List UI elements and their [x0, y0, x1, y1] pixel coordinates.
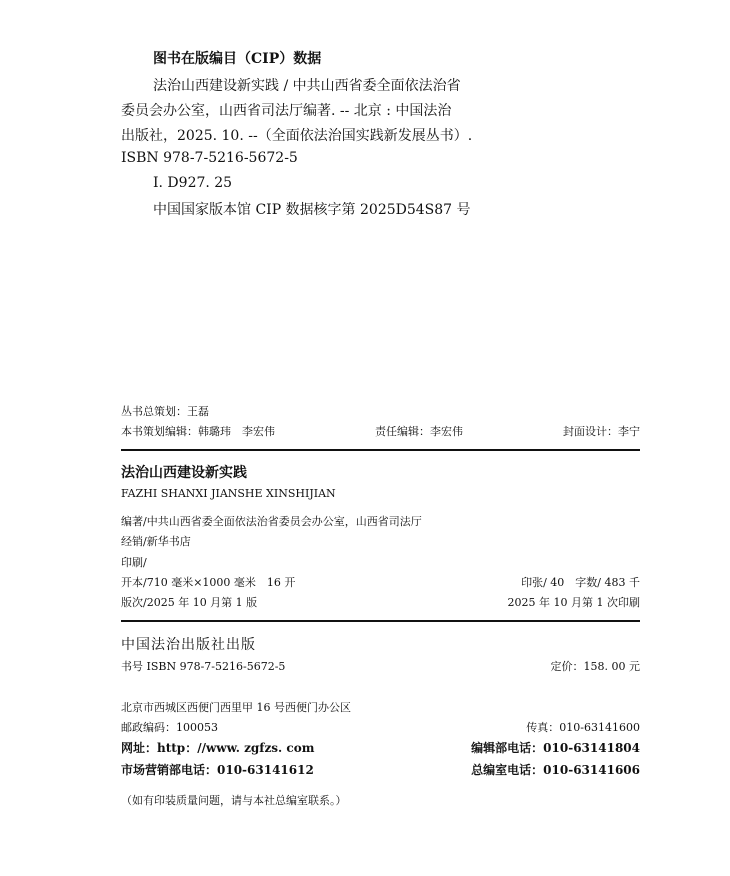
chief-editor-phone: 总编室电话：010-63141606 — [471, 763, 640, 777]
book-format: 开本/710 毫米×1000 毫米 16 开 — [121, 576, 296, 589]
website: 网址：http：//www. zgfzs. com — [121, 741, 315, 755]
postcode: 邮政编码：100053 — [121, 721, 218, 734]
cip-line-3: 出版社，2025. 10. --（全面依法治国实践新发展丛书）. — [121, 128, 473, 144]
series-planner: 丛书总策划：王磊 — [121, 405, 209, 418]
book-printer: 印刷/ — [121, 556, 147, 569]
book-author: 编著/中共山西省委全面依法治省委员会办公室，山西省司法厅 — [121, 515, 422, 528]
publisher-isbn: 书号 ISBN 978-7-5216-5672-5 — [121, 660, 286, 673]
book-pinyin: FAZHI SHANXI JIANSHE XINSHIJIAN — [121, 487, 336, 500]
book-sheets-words: 印张/ 40 字数/ 483 千 — [521, 576, 640, 589]
book-title: 法治山西建设新实践 — [121, 465, 247, 481]
quality-notice: （如有印装质量问题，请与本社总编室联系。） — [121, 794, 347, 807]
book-planner: 本书策划编辑：韩璐玮 李宏伟 — [121, 425, 275, 438]
responsible-editor: 责任编辑：李宏伟 — [375, 425, 463, 438]
cover-design: 封面设计：李宁 — [563, 425, 640, 438]
marketing-phone: 市场营销部电话：010-63141612 — [121, 763, 314, 777]
book-edition: 版次/2025 年 10 月第 1 版 — [121, 596, 258, 609]
publisher-name: 中国法治出版社出版 — [121, 637, 256, 653]
fax: 传真：010-63141600 — [526, 721, 640, 734]
cip-line-5: Ⅰ. D927. 25 — [153, 175, 233, 191]
divider-top — [121, 449, 640, 451]
price: 定价：158. 00 元 — [550, 660, 640, 673]
cip-line-4: ISBN 978-7-5216-5672-5 — [121, 150, 298, 166]
book-printing: 2025 年 10 月第 1 次印刷 — [507, 596, 640, 609]
cip-line-2: 委员会办公室，山西省司法厅编著. -- 北京 : 中国法治 — [121, 103, 452, 119]
divider-middle — [121, 620, 640, 622]
publisher-address: 北京市西城区西便门西里甲 16 号西便门办公区 — [121, 701, 351, 714]
editorial-phone: 编辑部电话：010-63141804 — [471, 741, 640, 755]
cip-line-1: 法治山西建设新实践 / 中共山西省委全面依法治省 — [153, 78, 461, 94]
cip-line-6: 中国国家版本馆 CIP 数据核字第 2025D54S87 号 — [153, 202, 471, 218]
cip-heading: 图书在版编目（CIP）数据 — [153, 51, 322, 67]
book-distributor: 经销/新华书店 — [121, 535, 191, 548]
